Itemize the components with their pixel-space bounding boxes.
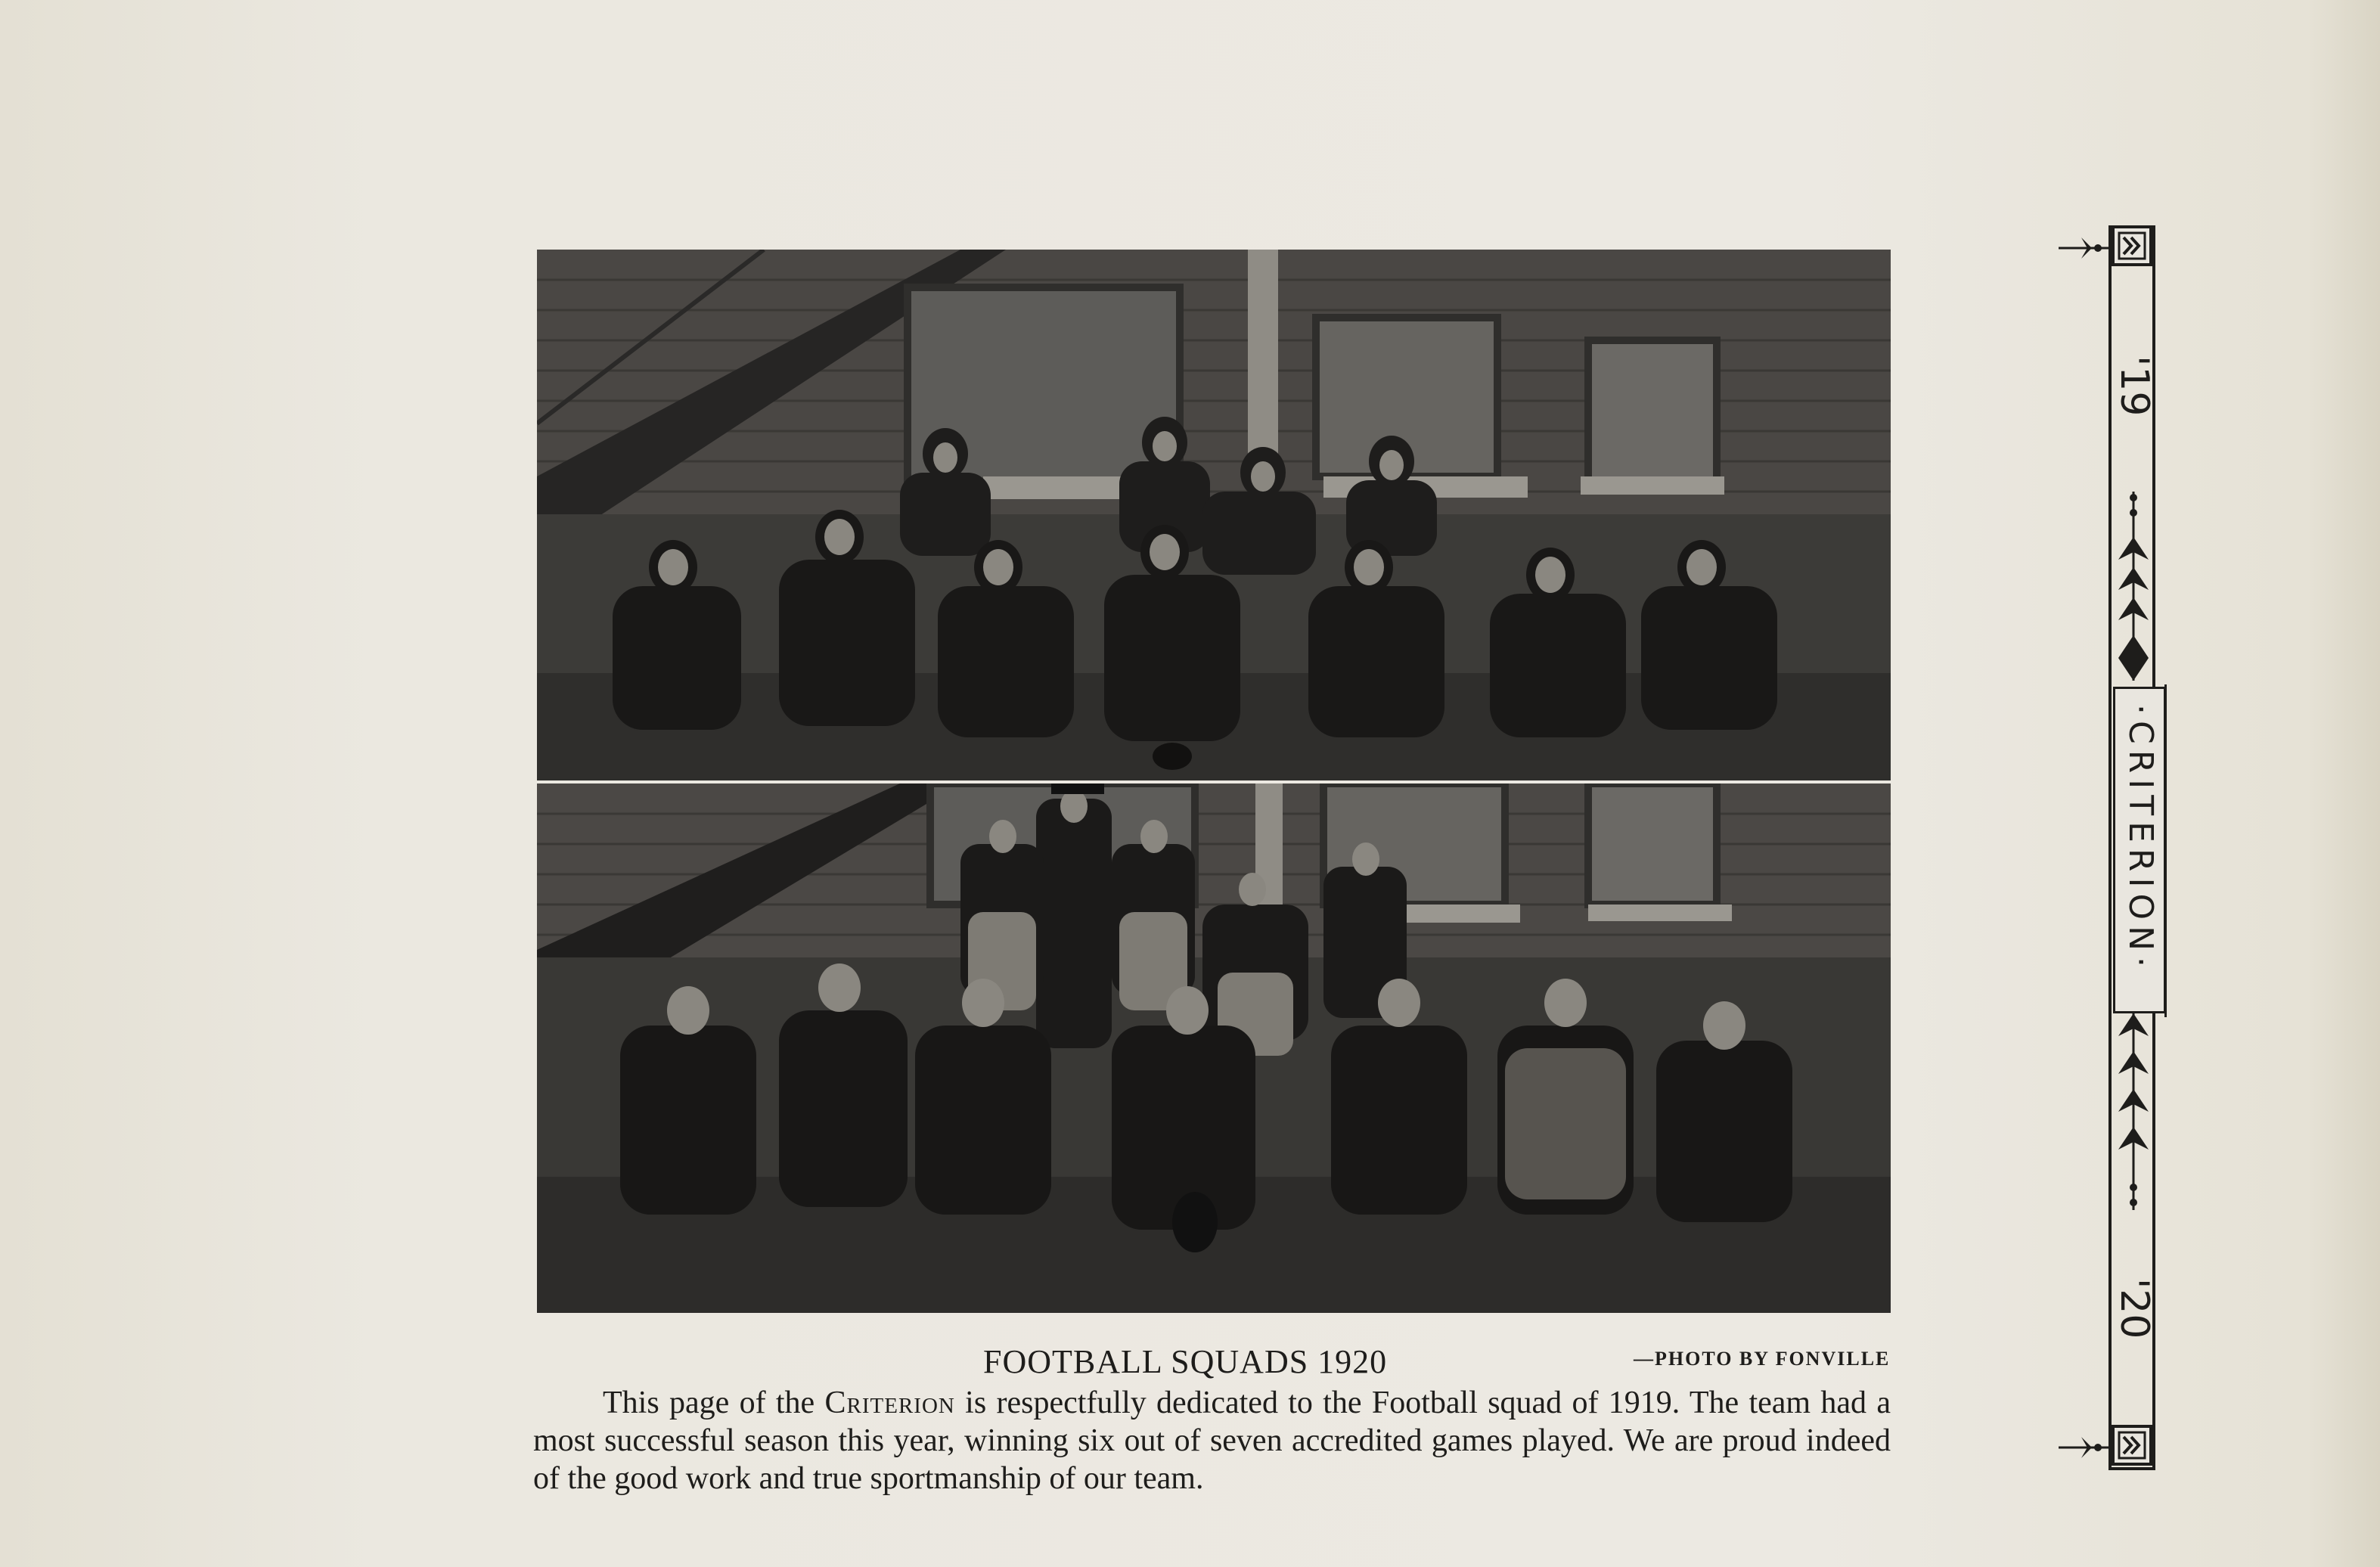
arrow-ornament-bottom-icon [2059, 1432, 2113, 1466]
dedication-paragraph [533, 1384, 1891, 1497]
criterion-small-caps: Criterion [824, 1385, 955, 1420]
body-text-rest: is respectfully dedicated to the Football squad of 1919. The team had a most successful season this year, winning six out of seven accredited games played. We are proud indeed of the good work and true sportmanship of our team. [533, 1385, 1891, 1496]
corner-ornament-top [2112, 225, 2152, 266]
body-text-intro: This page of the [603, 1385, 825, 1420]
leaf-ornament-bottom-icon [2115, 1013, 2152, 1214]
photo-bottom-football-squad [537, 784, 1891, 1313]
year-bottom-label: '20 [2112, 1278, 2157, 1339]
leaf-ornament-top-icon [2115, 492, 2152, 684]
caption-title: FOOTBALL SQUADS 1920 [983, 1343, 1388, 1380]
corner-ornament-bottom [2112, 1425, 2152, 1466]
arrow-ornament-top-icon [2059, 233, 2113, 267]
criterion-vertical-title: ·CRITERION· [2121, 704, 2160, 974]
photo-top-football-squad [537, 250, 1891, 780]
year-top-label: '19 [2112, 355, 2157, 417]
criterion-title-box [2113, 687, 2166, 1013]
photo-credit: —PHOTO BY FONVILLE [1634, 1348, 1891, 1370]
